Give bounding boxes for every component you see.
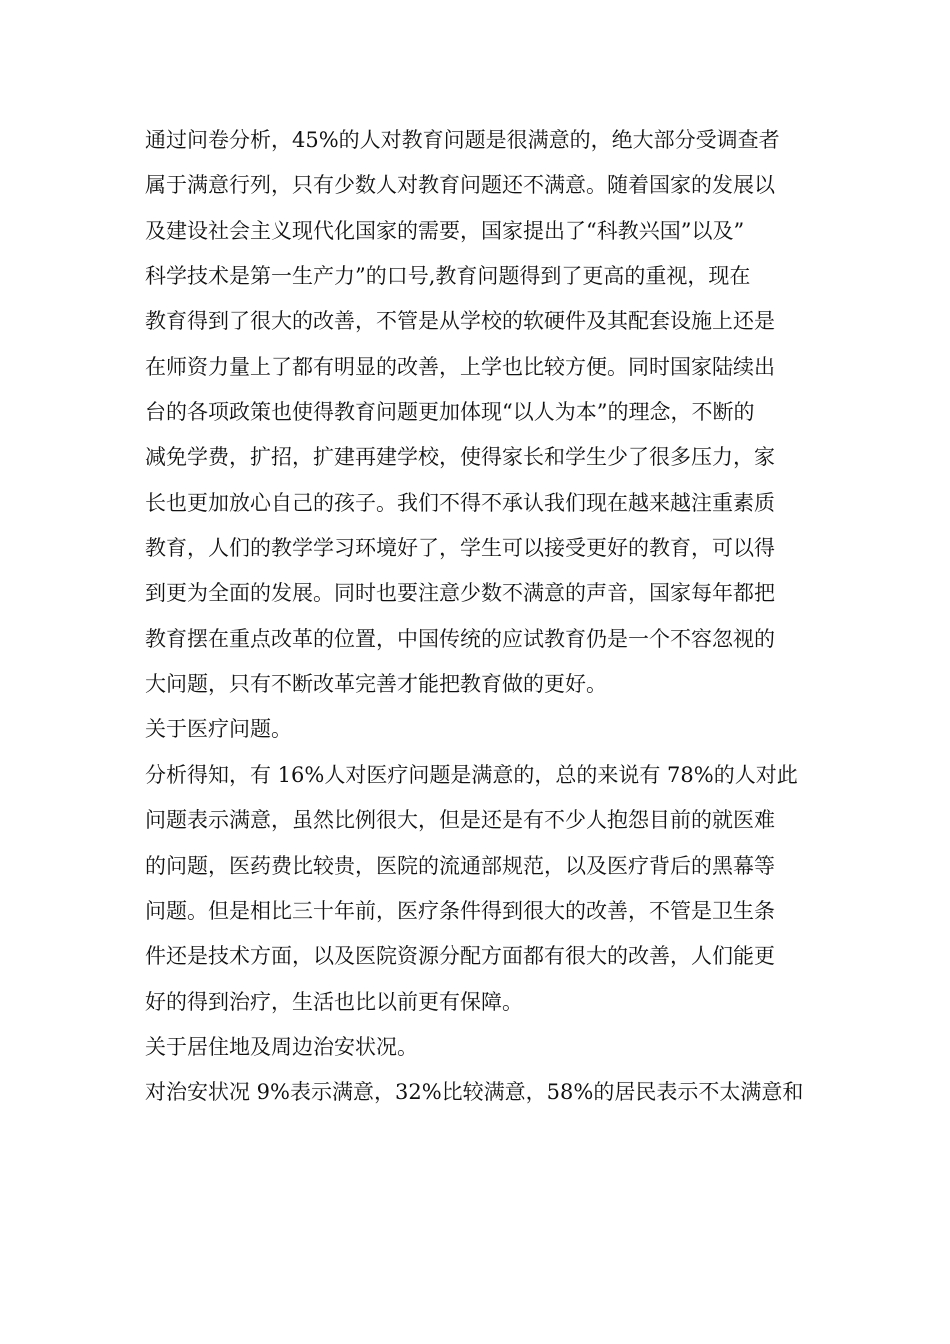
text-line: 教育摆在重点改革的位置，中国传统的应试教育仍是一个不容忽视的 <box>145 626 775 651</box>
section-heading: 关于医疗问题。 <box>145 717 292 742</box>
text-line: 的问题，医药费比较贵，医院的流通部规范，以及医疗背后的黑幕等 <box>145 853 775 878</box>
text-line: 对治安状况 9%表示满意，32%比较满意，58%的居民表示不太满意和 <box>145 1080 804 1105</box>
text-line: 及建设社会主义现代化国家的需要，国家提出了“科教兴国”以及” <box>145 218 745 243</box>
text-line: 属于满意行列，只有少数人对教育问题还不满意。随着国家的发展以 <box>145 173 775 198</box>
text-line: 台的各项政策也使得教育问题更加体现“以人为本”的理念，不断的 <box>145 400 755 425</box>
text-line: 分析得知，有 16%人对医疗问题是满意的，总的来说有 78%的人对此 <box>145 762 798 787</box>
text-line: 通过问卷分析，45%的人对教育问题是很满意的，绝大部分受调查者 <box>145 128 780 152</box>
text-line: 科学技术是第一生产力”的口号,教育问题得到了更高的重视，现在 <box>145 264 751 289</box>
text-line: 大问题，只有不断改革完善才能把教育做的更好。 <box>145 672 607 697</box>
text-line: 到更为全面的发展。同时也要注意少数不满意的声音，国家每年都把 <box>145 581 775 606</box>
section-heading: 关于居住地及周边治安状况。 <box>145 1034 418 1059</box>
text-line: 件还是技术方面，以及医院资源分配方面都有很大的改善，人们能更 <box>145 944 775 969</box>
document-body <box>145 118 815 1116</box>
text-line: 问题表示满意，虽然比例很大，但是还是有不少人抱怨目前的就医难 <box>145 808 775 833</box>
text-line: 教育，人们的教学学习环境好了，学生可以接受更好的教育，可以得 <box>145 536 775 561</box>
text-line: 问题。但是相比三十年前，医疗条件得到很大的改善，不管是卫生条 <box>145 898 775 923</box>
text-line: 在师资力量上了都有明显的改善，上学也比较方便。同时国家陆续出 <box>145 354 775 379</box>
text-line: 好的得到治疗，生活也比以前更有保障。 <box>145 989 523 1014</box>
text-line: 长也更加放心自己的孩子。我们不得不承认我们现在越来越注重素质 <box>145 490 775 515</box>
text-line: 教育得到了很大的改善，不管是从学校的软硬件及其配套设施上还是 <box>145 309 775 334</box>
text-line: 减免学费，扩招，扩建再建学校，使得家长和学生少了很多压力，家 <box>145 445 775 470</box>
